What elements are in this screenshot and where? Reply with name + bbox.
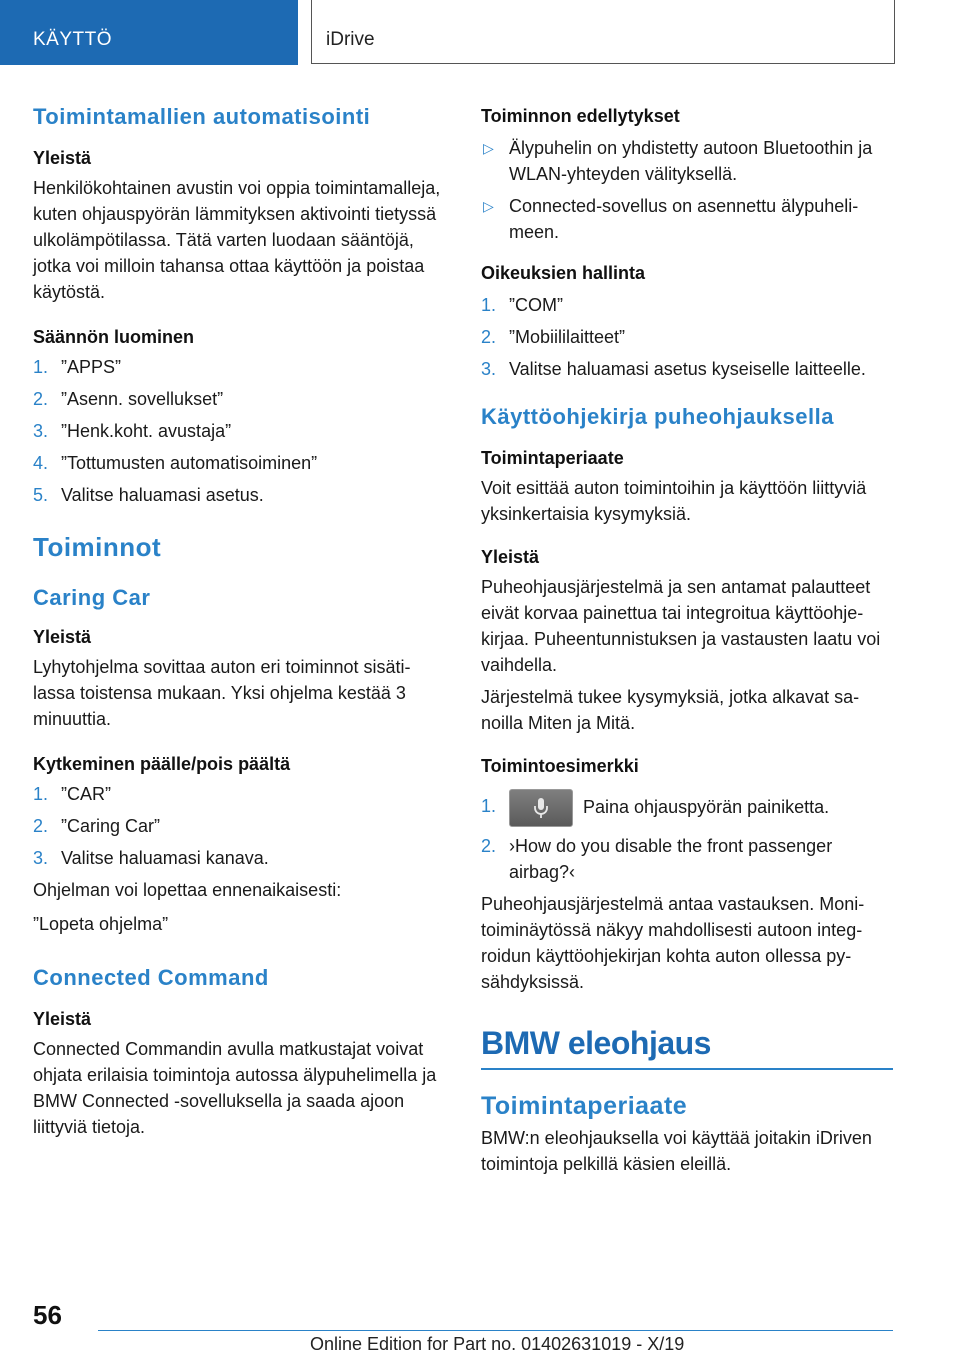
gesture-control-title: BMW eleohjaus bbox=[481, 1025, 711, 1062]
caring-general-heading: Yleistä bbox=[33, 627, 92, 647]
prerequisites-heading: Toiminnon edellytykset bbox=[481, 106, 680, 126]
topic-title: iDrive bbox=[326, 29, 375, 50]
manual-principle-heading: Toimintaperiaate bbox=[481, 448, 624, 468]
automation-general-heading: Yleistä bbox=[33, 148, 92, 168]
list-item: ▷ Älypuhelin on yhdistetty autoon Bluetoothin ja WLAN-yhteyden välityksellä. bbox=[481, 135, 893, 187]
caring-steps bbox=[33, 781, 443, 871]
list-item: 1. ”CAR” bbox=[33, 784, 111, 804]
title-divider bbox=[481, 1068, 893, 1070]
list-item: 3. Valitse haluamasi kanava. bbox=[33, 848, 269, 868]
connected-command-title: Connected Command bbox=[33, 965, 269, 990]
footer-divider bbox=[98, 1330, 893, 1331]
rights-heading: Oikeuksien hallinta bbox=[481, 263, 646, 283]
manual-general-heading: Yleistä bbox=[481, 547, 540, 567]
automation-title: Toimintamallien automatisointi bbox=[33, 104, 371, 129]
bullet-triangle-icon: ▷ bbox=[483, 198, 494, 214]
manual-principle-text: Voit esittää auton toimintoihin ja käyttöön liittyviä yksinkertaisia kysymyksiä. bbox=[481, 478, 867, 524]
right-column bbox=[481, 100, 893, 1177]
list-item: 2. ”Asenn. sovellukset” bbox=[33, 389, 224, 409]
microphone-icon bbox=[533, 797, 549, 819]
functions-title: Toiminnot bbox=[33, 532, 162, 562]
rule-heading: Säännön luominen bbox=[33, 327, 195, 347]
automation-general-text: Henkilökohtainen avustin voi oppia toimintamalleja, kuten ohjauspyörän lämmityksen aktivointi tietyssä ulkolämpötilassa. Tätä varten luodaan sääntöjä, jotka voi milloin tahansa ottaa käyttöön ja poistaa käytöstä. bbox=[33, 178, 441, 302]
list-item: 1. Paina ohjauspyörän painiketta. bbox=[481, 787, 893, 827]
voice-button-image bbox=[509, 789, 573, 827]
caring-general-text: Lyhytohjelma sovittaa auton eri toiminnot sisätilassa toistensa mukaan. Yksi ohjelma kestää 3 minuuttia. bbox=[33, 657, 411, 729]
list-item: 1. ”APPS” bbox=[33, 357, 122, 377]
examples-list bbox=[481, 787, 893, 885]
rule-steps bbox=[33, 354, 443, 508]
early-stop-command: ”Lopeta ohjelma” bbox=[33, 914, 169, 934]
topic-tab bbox=[311, 0, 895, 64]
list-item: 3. ”Henk.koht. avustaja” bbox=[33, 421, 232, 441]
list-item: 5. Valitse haluamasi asetus. bbox=[33, 485, 264, 505]
gesture-principle-title: Toimintaperiaate bbox=[481, 1092, 688, 1121]
connected-general-text: Connected Commandin avulla matkustajat voivat ohjata erilaisia toimintoja autossa älypuhelimella ja BMW Connected -sovelluksella ja saada ajoon liittyviä tietoja. bbox=[33, 1039, 437, 1137]
list-item: 4. ”Tottumusten automatisoiminen” bbox=[33, 453, 318, 473]
connected-general-heading: Yleistä bbox=[33, 1009, 92, 1029]
examples-heading: Toimintoesimerkki bbox=[481, 756, 639, 776]
manual-general-text-2: Järjestelmä tukee kysymyksiä, jotka alkavat sanoilla Miten ja Mitä. bbox=[481, 687, 860, 733]
section-title: KÄYTTÖ bbox=[33, 29, 113, 50]
list-item: 2. ›How do you disable the front passenger airbag?‹ bbox=[481, 836, 833, 883]
list-item: 3. Valitse haluamasi asetus kyseiselle laitteelle. bbox=[481, 359, 866, 379]
list-item: ▷ Connected-sovellus on asennettu älypuhelimeen. bbox=[481, 193, 893, 245]
voice-manual-title: Käyttöohjekirja puheohjauksella bbox=[481, 404, 834, 429]
list-item: 1. ”COM” bbox=[481, 295, 563, 315]
page-number: 56 bbox=[33, 1300, 62, 1330]
rights-steps bbox=[481, 292, 893, 382]
bullet-triangle-icon: ▷ bbox=[483, 140, 494, 156]
prerequisites-list bbox=[481, 135, 893, 245]
left-column bbox=[33, 100, 443, 1140]
caring-car-title: Caring Car bbox=[33, 585, 151, 610]
gesture-principle-text: BMW:n eleohjauksella voi käyttää joitakin iDriven toimintoja pelkillä käsien eleillä. bbox=[481, 1128, 872, 1175]
manual-general-text-1: Puheohjausjärjestelmä ja sen antamat palautteet eivät korvaa painettua tai integroitua käyttöohjekirjaa. Puheentunnistuksen ja vastausten laatu voi vaihdella. bbox=[481, 577, 881, 675]
list-item: 2. ”Mobiililaitteet” bbox=[481, 327, 626, 347]
footer-edition: Online Edition for Part no. 01402631019 - X/19 bbox=[310, 1334, 685, 1354]
list-item: 2. ”Caring Car” bbox=[33, 816, 161, 836]
switch-heading: Kytkeminen päälle/pois päältä bbox=[33, 754, 291, 774]
section-tab bbox=[0, 0, 298, 65]
answer-text: Puheohjausjärjestelmä antaa vastauksen. Monitoiminäytössä näkyy mahdollisesti autoon integroidun käyttöohjekirjan kohta auton ollessa pysähdyksissä. bbox=[481, 894, 865, 993]
early-stop-text: Ohjelman voi lopettaa ennenaikaisesti: bbox=[33, 880, 342, 900]
